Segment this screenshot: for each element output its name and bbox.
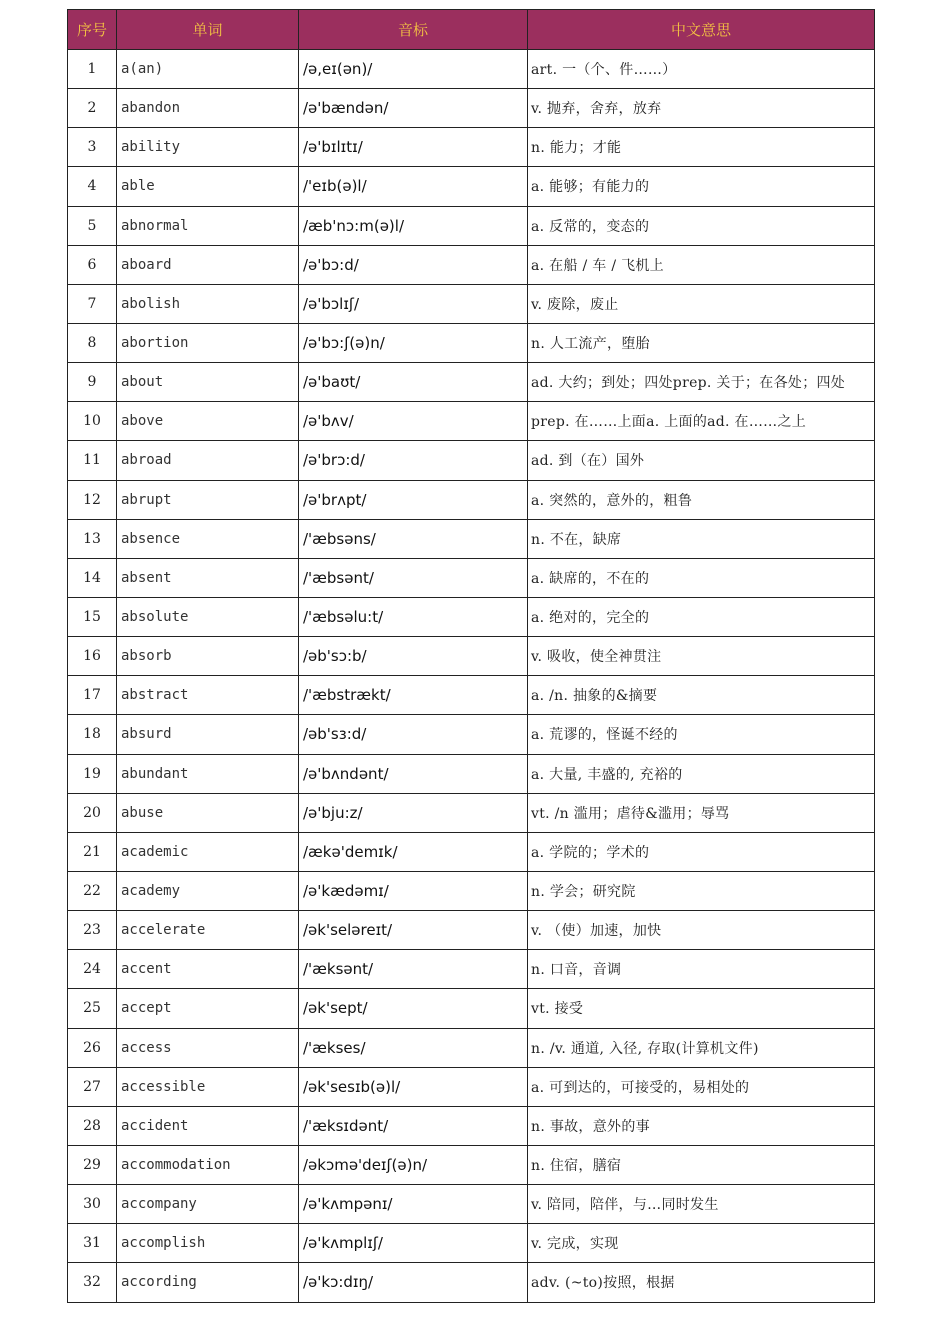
table-row [68, 1185, 875, 1224]
table-row [68, 1028, 875, 1067]
cell-meaning: n. /v. 通道, 入径, 存取(计算机文件) [528, 1028, 875, 1067]
cell-word: abnormal [117, 206, 299, 245]
cell-phonetic: /ə'kædəmɪ/ [299, 871, 528, 910]
cell-word: accelerate [117, 911, 299, 950]
cell-phonetic: /ək'seləreɪt/ [299, 911, 528, 950]
cell-word: academic [117, 832, 299, 871]
cell-phonetic: /'ækses/ [299, 1028, 528, 1067]
cell-number: 6 [68, 245, 117, 284]
cell-meaning: a. 反常的，变态的 [528, 206, 875, 245]
table-row [68, 206, 875, 245]
cell-word: accompany [117, 1185, 299, 1224]
cell-number: 10 [68, 402, 117, 441]
cell-meaning: n. 人工流产，堕胎 [528, 323, 875, 362]
table-row [68, 284, 875, 323]
table-row [68, 793, 875, 832]
table-body [68, 50, 875, 1303]
cell-number: 19 [68, 754, 117, 793]
cell-meaning: vt. /n 滥用；虐待&滥用；辱骂 [528, 793, 875, 832]
cell-phonetic: /ækə'demɪk/ [299, 832, 528, 871]
table-row [68, 128, 875, 167]
cell-number: 2 [68, 89, 117, 128]
cell-word: absurd [117, 715, 299, 754]
header-number: 序号 [68, 10, 117, 50]
cell-phonetic: /ə'kɔ:dɪŋ/ [299, 1263, 528, 1302]
cell-number: 21 [68, 832, 117, 871]
cell-meaning: n. 口音，音调 [528, 950, 875, 989]
cell-phonetic: /ək'sesɪb(ə)l/ [299, 1067, 528, 1106]
cell-word: absent [117, 558, 299, 597]
cell-word: accommodation [117, 1145, 299, 1184]
cell-meaning: a. 绝对的，完全的 [528, 597, 875, 636]
cell-phonetic: /'æbsənt/ [299, 558, 528, 597]
cell-meaning: v. （使）加速，加快 [528, 911, 875, 950]
cell-number: 4 [68, 167, 117, 206]
header-word: 单词 [117, 10, 299, 50]
cell-number: 20 [68, 793, 117, 832]
cell-phonetic: /'eɪb(ə)l/ [299, 167, 528, 206]
cell-phonetic: /ə'bju:z/ [299, 793, 528, 832]
table-row [68, 637, 875, 676]
cell-meaning: n. 能力；才能 [528, 128, 875, 167]
table-row [68, 50, 875, 89]
cell-meaning: adv. (~to)按照，根据 [528, 1263, 875, 1302]
cell-phonetic: /əb'sɜ:d/ [299, 715, 528, 754]
cell-word: abolish [117, 284, 299, 323]
table-row [68, 989, 875, 1028]
cell-word: aboard [117, 245, 299, 284]
cell-number: 11 [68, 441, 117, 480]
cell-word: about [117, 363, 299, 402]
cell-phonetic: /ə'bʌndənt/ [299, 754, 528, 793]
cell-word: according [117, 1263, 299, 1302]
cell-word: absence [117, 519, 299, 558]
table-row [68, 167, 875, 206]
cell-word: accident [117, 1106, 299, 1145]
cell-phonetic: /ə'bɔ:d/ [299, 245, 528, 284]
cell-phonetic: /ə'kʌmpənɪ/ [299, 1185, 528, 1224]
cell-number: 1 [68, 50, 117, 89]
cell-phonetic: /æb'nɔ:m(ə)l/ [299, 206, 528, 245]
cell-number: 18 [68, 715, 117, 754]
cell-meaning: art. 一（个、件……） [528, 50, 875, 89]
cell-meaning: a. 大量, 丰盛的, 充裕的 [528, 754, 875, 793]
cell-word: access [117, 1028, 299, 1067]
table-row [68, 832, 875, 871]
cell-meaning: v. 完成，实现 [528, 1224, 875, 1263]
table-row [68, 441, 875, 480]
header-meaning: 中文意思 [528, 10, 875, 50]
cell-number: 31 [68, 1224, 117, 1263]
vocabulary-table [67, 9, 875, 1303]
cell-phonetic: /'æksənt/ [299, 950, 528, 989]
table-row [68, 950, 875, 989]
cell-phonetic: /'æbsəns/ [299, 519, 528, 558]
cell-phonetic: /ə'bɔ:ʃ(ə)n/ [299, 323, 528, 362]
cell-word: abundant [117, 754, 299, 793]
cell-phonetic: /ək'sept/ [299, 989, 528, 1028]
cell-word: abstract [117, 676, 299, 715]
cell-number: 9 [68, 363, 117, 402]
cell-phonetic: /ə'bɔlɪʃ/ [299, 284, 528, 323]
table-row [68, 1145, 875, 1184]
cell-phonetic: /ə'bɪlɪtɪ/ [299, 128, 528, 167]
cell-word: accept [117, 989, 299, 1028]
cell-phonetic: /'æbstrækt/ [299, 676, 528, 715]
cell-number: 15 [68, 597, 117, 636]
cell-phonetic: /əkɔmə'deɪʃ(ə)n/ [299, 1145, 528, 1184]
cell-meaning: n. 住宿，膳宿 [528, 1145, 875, 1184]
cell-number: 27 [68, 1067, 117, 1106]
cell-meaning: vt. 接受 [528, 989, 875, 1028]
cell-word: absolute [117, 597, 299, 636]
cell-number: 24 [68, 950, 117, 989]
table-row [68, 402, 875, 441]
cell-meaning: v. 吸收，使全神贯注 [528, 637, 875, 676]
cell-phonetic: /ə,eɪ(ən)/ [299, 50, 528, 89]
table-row [68, 871, 875, 910]
table-row [68, 363, 875, 402]
cell-number: 16 [68, 637, 117, 676]
cell-word: abandon [117, 89, 299, 128]
cell-word: abrupt [117, 480, 299, 519]
cell-word: abuse [117, 793, 299, 832]
table-row [68, 911, 875, 950]
cell-phonetic: /ə'bændən/ [299, 89, 528, 128]
cell-meaning: a. 缺席的，不在的 [528, 558, 875, 597]
cell-number: 28 [68, 1106, 117, 1145]
cell-number: 8 [68, 323, 117, 362]
table-row [68, 89, 875, 128]
cell-word: above [117, 402, 299, 441]
cell-number: 5 [68, 206, 117, 245]
cell-phonetic: /əb'sɔ:b/ [299, 637, 528, 676]
cell-meaning: a. 可到达的，可接受的，易相处的 [528, 1067, 875, 1106]
cell-phonetic: /'æksɪdənt/ [299, 1106, 528, 1145]
cell-phonetic: /ə'kʌmplɪʃ/ [299, 1224, 528, 1263]
table-row [68, 1263, 875, 1302]
cell-meaning: ad. 到（在）国外 [528, 441, 875, 480]
cell-number: 25 [68, 989, 117, 1028]
cell-word: accent [117, 950, 299, 989]
cell-meaning: a. /n. 抽象的&摘要 [528, 676, 875, 715]
cell-word: absorb [117, 637, 299, 676]
header-phonetic: 音标 [299, 10, 528, 50]
cell-number: 17 [68, 676, 117, 715]
cell-number: 29 [68, 1145, 117, 1184]
cell-meaning: a. 荒谬的，怪诞不经的 [528, 715, 875, 754]
cell-number: 13 [68, 519, 117, 558]
cell-meaning: prep. 在……上面a. 上面的ad. 在……之上 [528, 402, 875, 441]
table-row [68, 676, 875, 715]
cell-number: 14 [68, 558, 117, 597]
cell-meaning: a. 学院的；学术的 [528, 832, 875, 871]
cell-number: 3 [68, 128, 117, 167]
cell-word: accessible [117, 1067, 299, 1106]
cell-number: 26 [68, 1028, 117, 1067]
cell-meaning: a. 能够；有能力的 [528, 167, 875, 206]
table-row [68, 480, 875, 519]
cell-number: 30 [68, 1185, 117, 1224]
cell-phonetic: /'æbsəlu:t/ [299, 597, 528, 636]
table-row [68, 1067, 875, 1106]
header-row [68, 10, 875, 50]
cell-meaning: n. 不在，缺席 [528, 519, 875, 558]
table-row [68, 323, 875, 362]
cell-number: 7 [68, 284, 117, 323]
cell-phonetic: /ə'baʊt/ [299, 363, 528, 402]
cell-phonetic: /ə'brɔ:d/ [299, 441, 528, 480]
cell-word: abortion [117, 323, 299, 362]
cell-word: able [117, 167, 299, 206]
cell-word: accomplish [117, 1224, 299, 1263]
cell-number: 32 [68, 1263, 117, 1302]
cell-word: abroad [117, 441, 299, 480]
table-row [68, 715, 875, 754]
cell-word: academy [117, 871, 299, 910]
cell-number: 12 [68, 480, 117, 519]
table-row [68, 1224, 875, 1263]
cell-phonetic: /ə'bʌv/ [299, 402, 528, 441]
cell-meaning: v. 抛弃，舍弃，放弃 [528, 89, 875, 128]
cell-word: a(an) [117, 50, 299, 89]
cell-meaning: n. 学会；研究院 [528, 871, 875, 910]
table-row [68, 558, 875, 597]
table-row [68, 597, 875, 636]
cell-meaning: v. 陪同，陪伴，与…同时发生 [528, 1185, 875, 1224]
table-header [68, 10, 875, 50]
table-row [68, 754, 875, 793]
cell-number: 23 [68, 911, 117, 950]
cell-meaning: a. 突然的，意外的，粗鲁 [528, 480, 875, 519]
table-row [68, 245, 875, 284]
cell-meaning: ad. 大约；到处；四处prep. 关于；在各处；四处 [528, 363, 875, 402]
cell-meaning: n. 事故，意外的事 [528, 1106, 875, 1145]
cell-meaning: a. 在船 / 车 / 飞机上 [528, 245, 875, 284]
table-row [68, 519, 875, 558]
cell-word: ability [117, 128, 299, 167]
cell-phonetic: /ə'brʌpt/ [299, 480, 528, 519]
cell-meaning: v. 废除，废止 [528, 284, 875, 323]
table-row [68, 1106, 875, 1145]
cell-number: 22 [68, 871, 117, 910]
